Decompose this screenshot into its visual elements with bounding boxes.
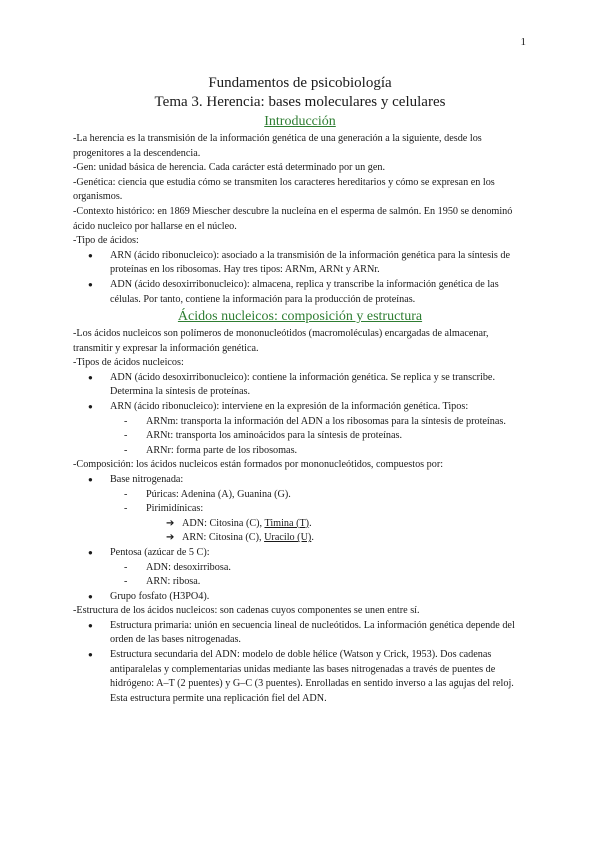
paragraph: -Tipo de ácidos: [73,235,139,247]
list-item: - ARNt: transporta los aminoácidos para la síntesis de proteínas. [146,429,525,444]
list-item: - ARNm: transporta la información del ADN a los ribosomas para la síntesis de proteínas. [146,415,525,430]
paragraph: -La herencia es la transmisión de la información genética de una generación a la siguiente, desde los progenitores a la descendencia. [73,133,482,159]
list-item [110,473,525,546]
timina-text: Timina (T) [264,517,310,529]
arrow-right-icon: ➔ [166,532,175,544]
paragraph: -Los ácidos nucleicos son polímeros de mononucleótidos (macromoléculas) encargadas de almacenar, transmitir y expresar la información genética. [73,328,489,354]
list-item: ● Grupo fosfato (H3PO4). [110,590,525,605]
arrow-list [146,517,525,546]
document-title: Fundamentos de psicobiología [208,75,392,91]
intro-content [73,132,525,307]
list-item-text: Base nitrogenada: [110,473,184,485]
period: . [311,532,314,544]
page-number: 1 [520,36,526,48]
list-item: - Púricas: Adenina (A), Guanina (G). [146,488,525,503]
list-item [166,517,525,532]
adn-bases-text: ADN: Citosina (C), [182,517,265,529]
paragraph: -Estructura de los ácidos nucleicos: son cadenas cuyos componentes se unen entre sí. [73,605,420,617]
period: . [309,517,312,529]
list-item-text: ARN (ácido ribonucleico): interviene en la expresión de la información genética. Tipos: [110,400,469,412]
dash-list [110,415,525,459]
list-item: - ARNr: forma parte de los ribosomas. [146,444,525,459]
section-heading-acidos-nucleicos: Ácidos nucleicos: composición y estructura [177,309,423,324]
section-heading-introduccion: Introducción [264,114,336,129]
bullet-list [73,619,525,707]
list-item-text: Pentosa (azúcar de 5 C): [110,546,210,558]
list-item [110,400,525,458]
list-item: ● Estructura primaria: unión en secuencia lineal de nucleótidos. La información genética depende del orden de las bases nitrogenadas. [110,619,525,648]
document-subtitle: Tema 3. Herencia: bases moleculares y celulares [154,94,446,110]
acidos-content [73,327,525,706]
bullet-list [73,473,525,604]
list-item: - ADN: desoxirribosa. [146,561,525,576]
arn-bases-text: ARN: Citosina (C), [182,532,265,544]
dash-list [110,488,525,546]
paragraph: -Composición: los ácidos nucleicos están formados por mononucleótidos, compuestos por: [73,459,444,471]
list-item: ● ARN (ácido ribonucleico): asociado a la transmisión de la información genética para la síntesis de proteínas en los ribosomas. Hay tres tipos: ARNm, ARNt y ARNr. [110,249,525,278]
paragraph: -Gen: unidad básica de herencia. Cada carácter está determinado por un gen. [73,162,385,174]
list-item: ● ADN (ácido desoxirribonucleico): contiene la información genética. Se replica y se transcribe. Determina la síntesis de proteínas. [110,371,525,400]
uracilo-text: Uracilo (U) [264,532,312,544]
bullet-list [73,371,525,459]
dash-list [110,561,525,590]
list-item [166,531,525,546]
bullet-list [73,249,525,307]
paragraph: -Contexto histórico: en 1869 Miescher descubre la nucleína en el esperma de salmón. En 1950 se denominó ácido nucleico por hallarse en el núcleo. [73,205,513,232]
paragraph: -Genética: ciencia que estudia cómo se transmiten los caracteres hereditarios y cómo se expresan en los organismos. [73,176,495,203]
list-item [110,546,525,590]
arrow-right-icon: ➔ [166,517,175,529]
paragraph: -Tipos de ácidos nucleicos: [73,357,184,369]
list-item: ● ADN (ácido desoxirribonucleico): almacena, replica y transcribe la información genética de las células. Por tanto, contiene la información para la producción de proteínas. [110,278,525,307]
list-item [146,502,525,546]
list-item: - ARN: ribosa. [146,575,525,590]
list-item-text: Pirimidínicas: [146,503,204,515]
list-item: ● Estructura secundaria del ADN: modelo de doble hélice (Watson y Crick, 1953). Dos cadenas antiparalelas y complementarias unidas mediante las bases nitrogenadas a través de puentes de hidrógeno: A–T (2 puentes) y G–C (3 puentes). Enrolladas en sentido inverso a las agujas del reloj. Esta estructura permite una replicación fiel del ADN. [110,648,525,706]
